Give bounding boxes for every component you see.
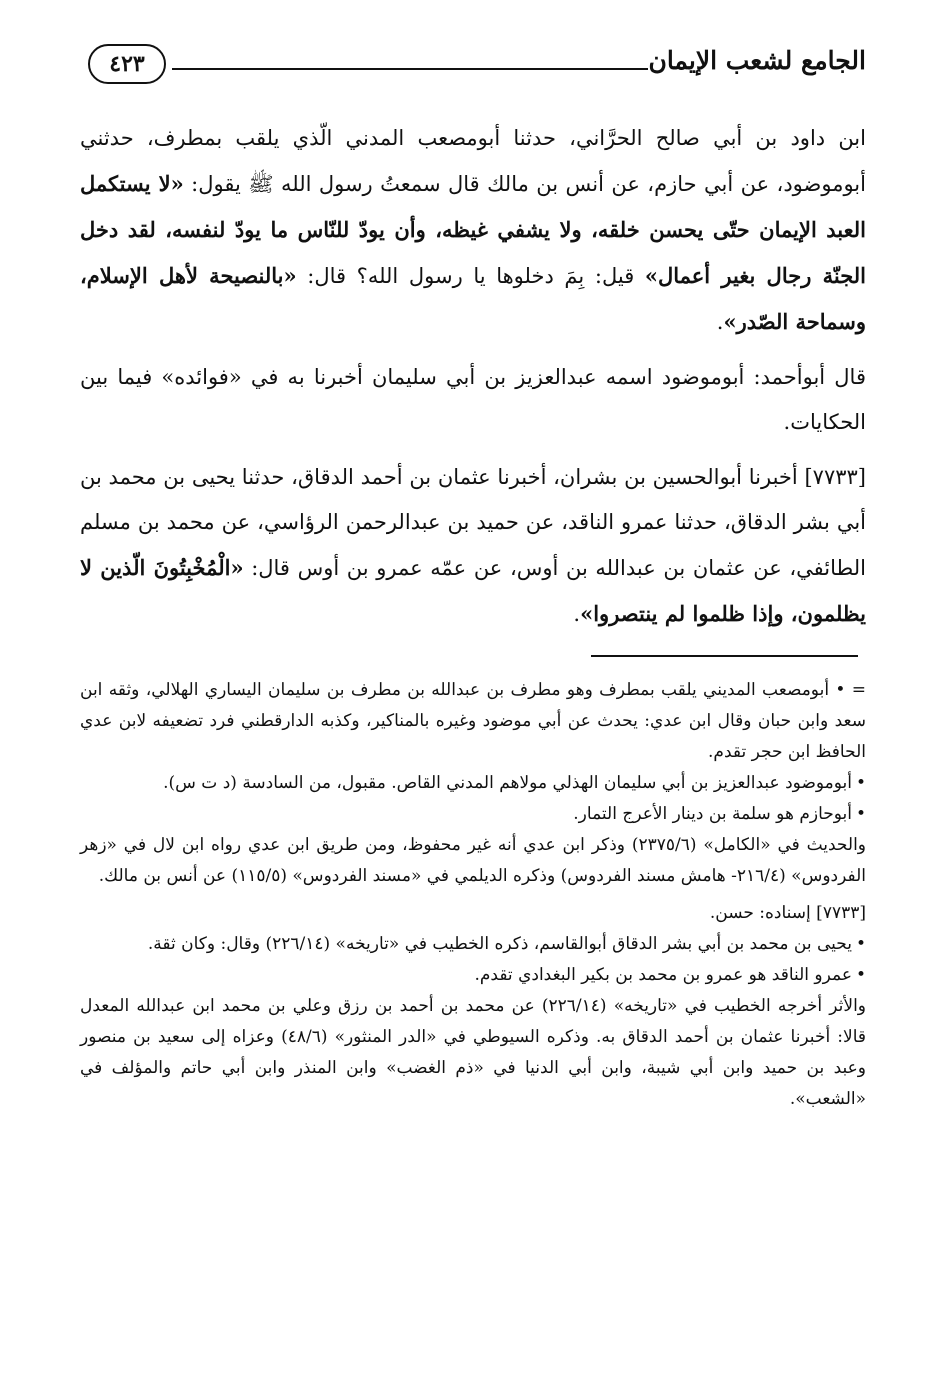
- athar-paragraph: [80, 455, 866, 637]
- isnad-text: ابن داود بن أبي صالح الحرَّاني، حدثنا أبومصعب المدني الّذي يلقب بمطرف، حدثني أبوموضود، عن أبي حازم، عن أنس بن مالك قال سمعتُ رسول الله ﷺ يقول:: [80, 126, 866, 196]
- athar-quote: «الْمُخْبِتُونَ الّذين لا يظلمون، وإذا ظلموا لم ينتصروا»: [80, 555, 866, 626]
- footnote: = • أبومصعب المديني يلقب بمطرف وهو مطرف بن عبدالله بن مطرف بن سليمان اليساري الهلالي، وثقه ابن سعد وابن حبان وقال ابن عدي: يحدث عن أبي موضود وغيره بالمناكير، وكذبه الدارقطني فرد تضعيفه لابن عدي الحافظ ابن حجر تقدم.: [80, 680, 866, 762]
- page-header: [88, 40, 866, 92]
- footnote: والحديث في «الكامل» (٢٣٧٥/٦) وذكر ابن عدي أنه غير محفوظ، ومن طريق ابن عدي رواه ابن لال في «زهر الفردوس» (٢١٦/٤- هامش مسند الفردوس) وذكره الديلمي في «مسند الفردوس» (١١٥/٥) عن أنس بن مالك.: [80, 835, 867, 886]
- footnotes: [80, 675, 866, 1115]
- running-title: الجامع لشعب الإيمان: [648, 46, 866, 75]
- period: .: [573, 602, 581, 626]
- footnote-bullet: • أبوحازم هو سلمة بن دينار الأعرج التمار.: [80, 799, 866, 830]
- header-rule: [172, 68, 648, 70]
- commentary-paragraph: قال أبوأحمد: أبوموضود اسمه عبدالعزيز بن أبي سليمان أخبرنا به في «فوائده» فيما بين الحكايات.: [80, 365, 866, 434]
- hadith-paragraph: [80, 116, 866, 345]
- footnote-separator: [591, 655, 858, 657]
- footnote-heading: [٧٧٣٣] إسناده: حسن.: [709, 903, 866, 923]
- page-number: ٤٢٣: [88, 44, 166, 84]
- hadith-answer: «بالنصيحة لأهل الإسلام، وسماحة الصّدر»: [80, 263, 866, 334]
- footnote: والأثر أخرجه الخطيب في «تاريخه» (٢٢٦/١٤) عن محمد بن أحمد بن رزق وعلي بن محمد ابن عبدالله المعدل قالا: أخبرنا عثمان بن أحمد الدقاق به. وذكره السيوطي في «الدر المنثور» (٤٨/٦) وعزاه إلى سعيد بن منصور وعبد بن حميد وابن أبي شيبة، وابن أبي الدنيا في «ذم الغضب» وابن المنذر وابن أبي حاتم والمؤلف في «الشعب».: [80, 996, 867, 1109]
- hadith-quote: «لا يستكمل العبد الإيمان حتّى يحسن خلقه، ولا يشفي غيظه، وأن يودّ للنّاس ما يودّ لنفسه، لقد دخل الجنّة رجال بغير أعمال»: [80, 171, 866, 288]
- athar-number: [٧٧٣٣]: [804, 465, 866, 489]
- main-text: [80, 116, 866, 637]
- athar-isnad: أخبرنا أبوالحسين بن بشران، أخبرنا عثمان بن أحمد الدقاق، حدثنا يحيى بن محمد بن أبي بشر الدقاق، حدثنا عمرو الناقد، عن حميد بن عبدالرحمن الرؤاسي، عن محمد بن مسلم الطائفي، عن عثمان بن عبدالله بن أوس، عن عمّه عمرو بن أوس قال:: [80, 465, 867, 580]
- footnote-bullet: • يحيى بن محمد بن أبي بشر الدقاق أبوالقاسم، ذكره الخطيب في «تاريخه» (٢٢٦/١٤) وقال: وكان ثقة.: [80, 929, 866, 960]
- question-text: قيل: بِمَ دخلوها يا رسول الله؟ قال:: [296, 264, 645, 288]
- footnote-bullet: • عمرو الناقد هو عمرو بن محمد بن بكير البغدادي تقدم.: [80, 960, 866, 991]
- footnote-bullet: • أبوموضود عبدالعزيز بن أبي سليمان الهذلي مولاهم المدني القاص. مقبول، من السادسة (د ت س).: [80, 768, 866, 799]
- period: .: [716, 310, 724, 334]
